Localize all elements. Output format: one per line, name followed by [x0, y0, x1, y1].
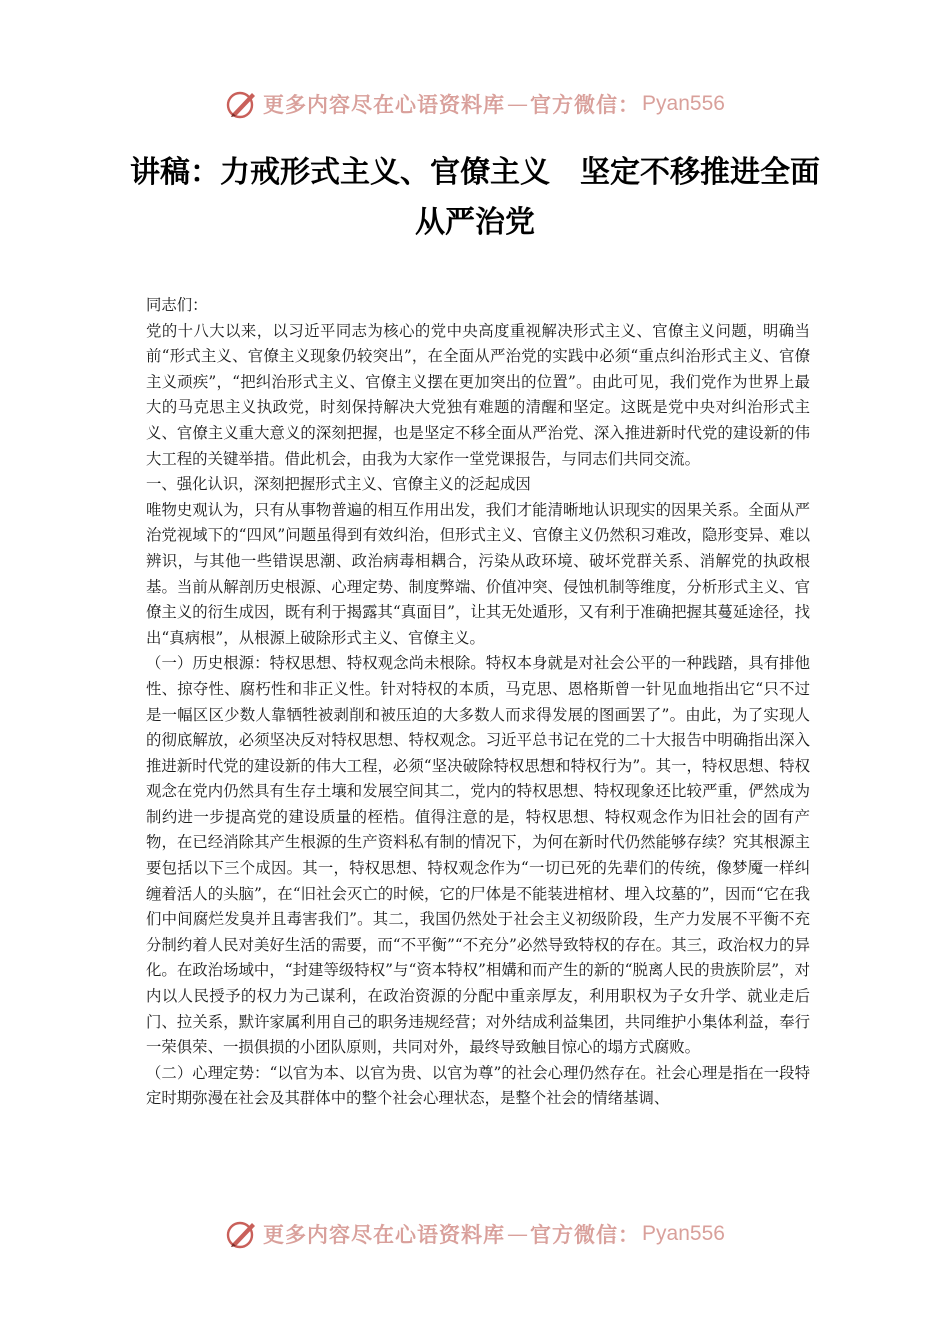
- document-title: [100, 148, 850, 248]
- title-line-2: 从严治党: [415, 205, 535, 240]
- paragraph-intro: 党的十八大以来，以习近平同志为核心的党中央高度重视解决形式主义、官僚主义问题，明确当前“形式主义、官僚主义现象仍较突出”，在全面从严治党的实践中必须“重点纠治形式主义、官僚主义顽疾”，“把纠治形式主义、官僚主义摆在更加突出的位置”。由此可见，我们党作为世界上最大的马克思主义执政党，时刻保持解决大党独有难题的清醒和坚定。这既是党中央对纠治形式主义、官僚主义重大意义的深刻把握，也是坚定不移全面从严治党、深入推进新时代党的建设新的伟大工程的关键举措。借此机会，由我为大家作一堂党课报告，与同志们共同交流。: [146, 321, 810, 468]
- watermark-handle: Pyan556: [642, 1222, 725, 1245]
- salutation: 同志们：: [146, 296, 208, 314]
- watermark-label: 官方微信：: [530, 1222, 641, 1247]
- pen-logo-icon: [225, 1217, 259, 1251]
- paragraph-section-1: 唯物史观认为，只有从事物普遍的相互作用出发，我们才能清晰地认识现实的因果关系。全面从严治党视域下的“四风”问题虽得到有效纠治，但形式主义、官僚主义仍然积习难改，隐形变异、难以辨识，与其他一些错误思潮、政治病毒相耦合，污染从政环境、破坏党群关系、消解党的执政根基。当前从解剖历史根源、心理定势、制度弊端、价值冲突、侵蚀机制等维度，分析形式主义、官僚主义的衍生成因，既有利于揭露其“真面目”，让其无处遁形，又有利于准确把握其蔓延途径，找出“真病根”，从根源上破除形式主义、官僚主义。: [146, 500, 810, 647]
- paragraph-psychological-set: （二）心理定势：“以官为本、以官为贵、以官为尊”的社会心理仍然存在。社会心理是指在一段特定时期弥漫在社会及其群体中的整个社会心理状态，是整个社会的情绪基调、: [146, 1063, 810, 1108]
- watermark-text: 更多内容尽在心语资料库: [263, 92, 506, 117]
- watermark-handle: Pyan556: [642, 92, 725, 115]
- watermark-separator: —: [507, 1222, 529, 1246]
- section-heading-1: 一、强化认识，深刻把握形式主义、官僚主义的泛起成因: [146, 475, 531, 494]
- title-line-1: 讲稿：力戒形式主义、官僚主义 坚定不移推进全面: [130, 155, 820, 190]
- paragraph-historical-roots: （一）历史根源：特权思想、特权观念尚未根除。特权本身就是对社会公平的一种践踏，具有排他性、掠夺性、腐朽性和非正义性。针对特权的本质，马克思、恩格斯曾一针见血地指出它“只不过是一幅区区少数人靠牺牲被剥削和被压迫的大多数人而求得发展的图画罢了”。由此，为了实现人的彻底解放，必须坚决反对特权思想、特权观念。习近平总书记在党的二十大报告中明确指出深入推进新时代党的建设新的伟大工程，必须“坚决破除特权思想和特权行为”。其一，特权思想、特权观念在党内仍然具有生存土壤和发展空间其二，党内的特权思想、特权现象还比较严重，俨然成为制约进一步提高党的建设质量的桎梏。值得注意的是，特权思想、特权观念作为旧社会的固有产物，在已经消除其产生根源的生产资料私有制的情况下，为何在新时代仍然能够存续？究其根源主要包括以下三个成因。其一，特权思想、特权观念作为“一切已死的先辈们的传统，像梦魇一样纠缠着活人的头脑”，在“旧社会灭亡的时候，它的尸体是不能装进棺材、埋入坟墓的”，因而“它在我们中间腐烂发臭并且毒害我们”。其二，我国仍然处于社会主义初级阶段，生产力发展不平衡不充分制约着人民对美好生活的需要，而“不平衡”“不充分”必然导致特权的存在。其三，政治权力的异化。在政治场域中，“封建等级特权”与“资本特权”相媾和而产生的新的“脱离人民的贵族阶层”，对内以人民授予的权力为己谋利，在政治资源的分配中重亲厚友，利用职权为子女升学、就业走后门、拉关系，默许家属利用自己的职务违规经营；对外结成利益集团，共同维护小集体利益，奉行一荣俱荣、一损俱损的小团队原则，共同对外，最终导致触目惊心的塌方式腐败。: [146, 654, 810, 1057]
- watermark-separator: —: [507, 92, 529, 116]
- watermark-label: 官方微信：: [530, 92, 641, 117]
- watermark-text: 更多内容尽在心语资料库: [263, 1222, 506, 1247]
- document-body: [146, 293, 810, 1112]
- pen-logo-icon: [225, 87, 259, 121]
- watermark-banner-bottom: [0, 1214, 950, 1254]
- watermark-banner-top: [0, 84, 950, 124]
